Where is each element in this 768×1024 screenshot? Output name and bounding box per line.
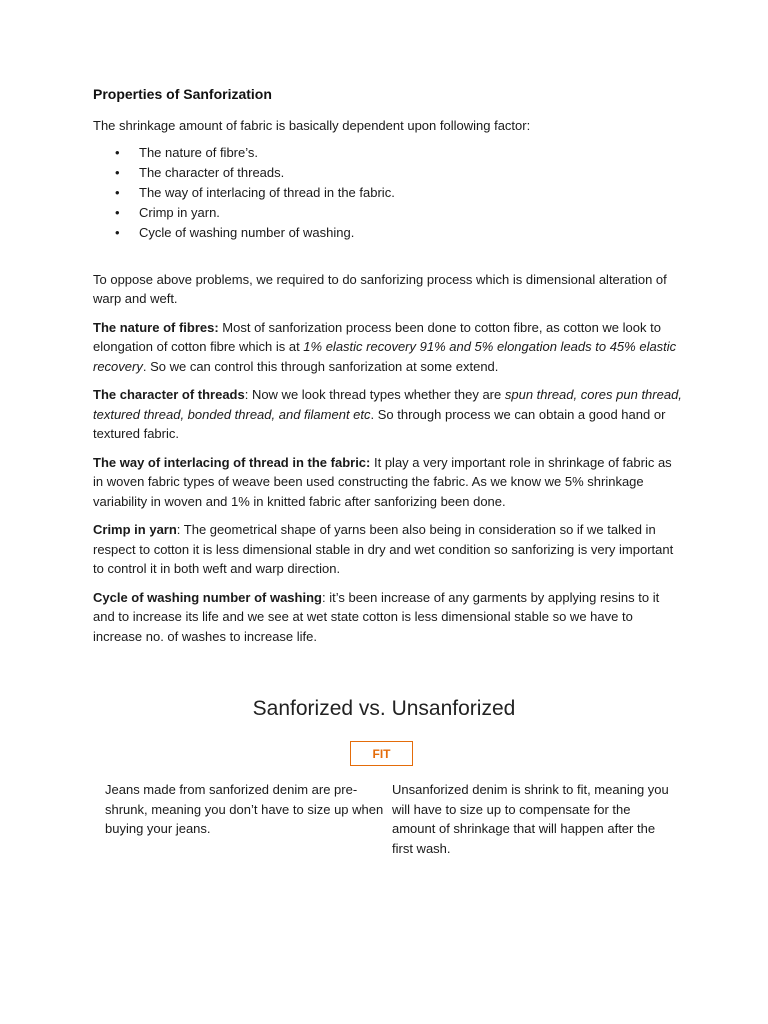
washing-label: Cycle of washing number of washing	[93, 589, 322, 605]
comparison-title: Sanforized vs. Unsanforized	[252, 697, 516, 720]
crimp-paragraph	[93, 520, 683, 579]
list-item	[115, 223, 683, 243]
sanforized-column: Jeans made from sanforized denim are pre-shrunk, meaning you don’t have to size up when buying your jeans.	[105, 782, 384, 836]
bullet-icon: •	[115, 224, 120, 240]
intro-text: The shrinkage amount of fabric is basically dependent upon following factor:	[93, 118, 531, 133]
fibres-italic: 1% elastic recovery 91% and 5% elongation leads to 45% elastic recovery	[93, 339, 677, 374]
bullet-icon: •	[115, 164, 120, 180]
list-item-text: Crimp in yarn.	[139, 204, 220, 220]
list-item-text: The character of threads.	[139, 164, 285, 180]
threads-paragraph	[93, 385, 683, 444]
oppose-paragraph: To oppose above problems, we required to do sanforizing process which is dimensional alteration of warp and weft.	[93, 271, 667, 306]
fibres-text-a: Most of sanforization process been done to cotton fibre, as cotton we look to elongation of cotton fibre which is at	[93, 319, 661, 354]
section-heading: Properties of Sanforization	[93, 86, 272, 102]
factor-list	[93, 143, 683, 243]
list-item	[115, 163, 683, 183]
list-item	[115, 183, 683, 203]
bullet-icon: •	[115, 184, 120, 200]
interlacing-paragraph	[93, 453, 683, 512]
fibres-label: The nature of fibres:	[93, 319, 219, 335]
properties-section	[93, 86, 683, 655]
unsanforized-column: Unsanforized denim is shrink to fit, meaning you will have to size up to compensate for the amount of shrinkage that will happen after the first wash.	[392, 782, 669, 856]
bullet-icon: •	[115, 144, 120, 160]
list-item-text: The nature of fibre’s.	[139, 144, 258, 160]
threads-italic: spun thread, cores pun thread, textured thread, bonded thread, and filament etc	[93, 387, 682, 422]
crimp-label: Crimp in yarn	[93, 522, 177, 537]
fibres-paragraph	[93, 318, 683, 377]
list-item-text: Cycle of washing number of washing.	[139, 224, 355, 240]
list-item-text: The way of interlacing of thread in the fabric.	[139, 184, 395, 200]
interlacing-text: It play a very important role in shrinkage of fabric as in woven fabric types of weave been used constructing the fabric. As we know we 5% shrinkage variability in woven and 1% in knitted fabric after sanforizing been done.	[93, 454, 672, 509]
threads-text-b: . So through process we can obtain a good hand or textured fabric.	[93, 406, 666, 441]
washing-text: : it’s been increase of any garments by applying resins to it and to increase its life and we see at wet state cotton is less dimensional stable so we have to increase no. of washes to increase life.	[93, 589, 660, 644]
list-item	[115, 203, 683, 223]
fibres-text-b: . So we can control this through sanforization at some extend.	[142, 358, 499, 374]
list-item	[115, 143, 683, 163]
bullet-icon: •	[115, 204, 120, 220]
washing-paragraph	[93, 588, 683, 647]
interlacing-label: The way of interlacing of thread in the fabric:	[93, 454, 371, 470]
threads-label: The character of threads	[93, 387, 245, 402]
threads-text-a: : Now we look thread types whether they are	[244, 387, 505, 402]
fit-badge: FIT	[350, 741, 413, 766]
crimp-text: : The geometrical shape of yarns been also being in consideration so if we talked in respect to cotton it is less dimensional stable in dry and wet condition so sanforizing is very important to control it in both weft and warp direction.	[93, 522, 674, 576]
